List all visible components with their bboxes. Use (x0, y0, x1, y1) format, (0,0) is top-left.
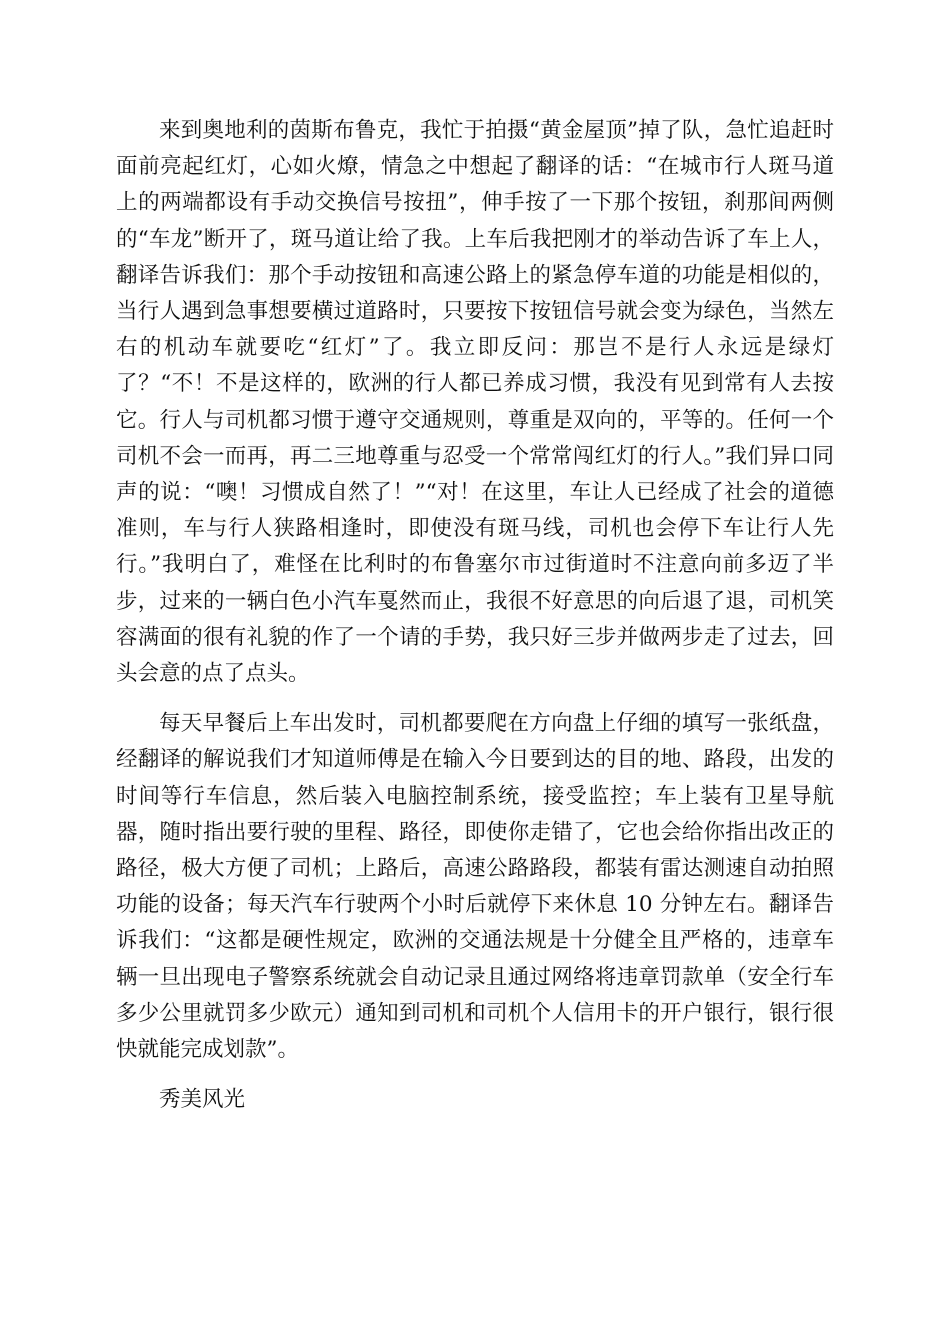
document-body (116, 113, 834, 1118)
section-heading-scenery: 秀美风光 (159, 1087, 246, 1113)
paragraph-crosswalk-button: 来到奥地利的茵斯布鲁克，我忙于拍摄“黄金屋顶”掉了队，急忙追赶时面前亮起红灯，心如火燎，情急之中想起了翻译的话：“在城市行人斑马道上的两端都设有手动交换信号按扭”，伸手按了一下那个按钮，刹那间两侧的“车龙”断开了，斑马道让给了我。上车后我把刚才的举动告诉了车上人，翻译告诉我们：那个手动按钮和高速公路上的紧急停车道的功能是相似的，当行人遇到急事想要横过道路时，只要按下按钮信号就会变为绿色，当然左右的机动车就要吃“红灯”了。我立即反问：那岂不是行人永远是绿灯了？“不！不是这样的，欧洲的行人都已养成习惯，我没有见到常有人去按它。行人与司机都习惯于遵守交通规则，尊重是双向的，平等的。任何一个司机不会一而再，再二三地尊重与忍受一个常常闯红灯的行人。”我们异口同声的说：“噢！习惯成自然了！”“对！在这里，车让人已经成了社会的道德准则，车与行人狭路相逢时，即使没有斑马线，司机也会停下车让行人先行。”我明白了，难怪在比利时的布鲁塞尔市过街道时不注意向前多迈了半步，过来的一辆白色小汽车戛然而止，我很不好意思的向后退了退，司机笑容满面的很有礼貌的作了一个请的手势，我只好三步并做两步走了过去，回头会意的点了点头。 (116, 118, 834, 687)
paragraph-driver-monitoring: 每天早餐后上车出发时，司机都要爬在方向盘上仔细的填写一张纸盘，经翻译的解说我们才知道师傅是在输入今日要到达的目的地、路段，出发的时间等行车信息，然后装入电脑控制系统，接受监控；车上装有卫星导航器，随时指出要行驶的里程、路径，即使你走错了，它也会给你指出改正的路径，极大方便了司机；上路后，高速公路路段，都装有雷达测速自动拍照功能的设备；每天汽车行驶两个小时后就停下来休息 10 分钟左右。翻译告诉我们：“这都是硬性规定，欧洲的交通法规是十分健全且严格的，违章车辆一旦出现电子警察系统就会自动记录且通过网络将违章罚款单（安全行车多少公里就罚多少欧元）通知到司机和司机个人信用卡的开户银行，银行很快就能完成划款”。 (116, 711, 834, 1063)
